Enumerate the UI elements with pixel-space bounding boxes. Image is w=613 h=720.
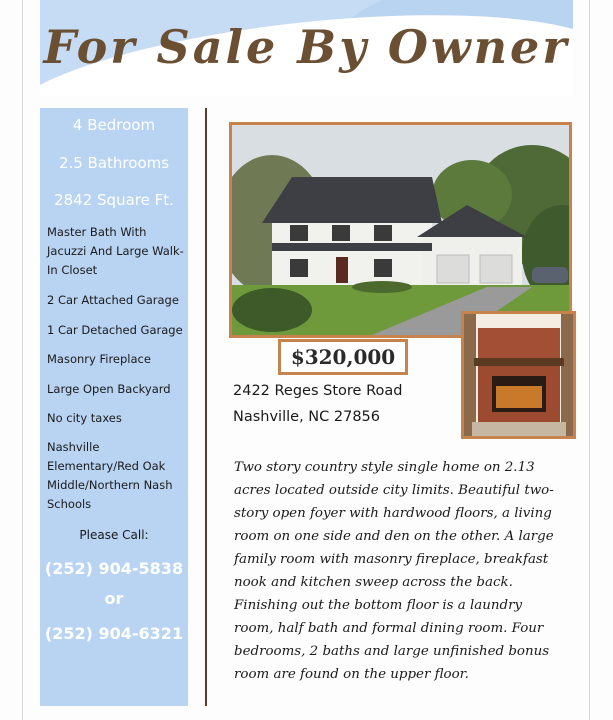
price-tag: $320,000	[278, 339, 408, 375]
feature-no-city-taxes: No city taxes	[47, 411, 122, 425]
feature-detached-garage: 1 Car Detached Garage	[47, 323, 183, 337]
phone-number-1[interactable]: (252) 904-5838	[44, 559, 184, 578]
feature-schools: Nashville Elementary/Red Oak Middle/Northern Nash Schools	[47, 440, 173, 511]
square-feet-highlight: 2842 Square Ft.	[54, 191, 174, 209]
phone-number-2[interactable]: (252) 904-6321	[44, 624, 184, 643]
bedrooms-highlight: 4 Bedroom	[72, 116, 156, 134]
property-description: Two story country style single home on 2.13 acres located outside city limits. Beautiful two-story open foyer with hardwood floors, a living room on one side and den on the other. A large family room with masonry fireplace, breakfast nook and kitchen sweep across the back. Finishing out the bottom floor is a laundry room, half bath and formal dining room. Four bedrooms, 2 baths and large unfinished bonus room are found on the upper floor.	[234, 460, 554, 682]
vertical-divider	[205, 108, 207, 706]
address-city: Nashville, NC 27856	[233, 409, 380, 425]
feature-attached-garage: 2 Car Attached Garage	[47, 293, 179, 307]
fireplace-illustration	[464, 314, 573, 436]
bathrooms-highlight: 2.5 Bathrooms	[58, 154, 170, 172]
address-street: 2422 Reges Store Road	[233, 383, 403, 399]
features-sidebar	[40, 108, 188, 706]
feature-fireplace: Masonry Fireplace	[47, 352, 151, 366]
page-title: For Sale By Owner	[43, 20, 570, 74]
house-illustration	[232, 125, 569, 335]
feature-backyard: Large Open Backyard	[47, 382, 171, 396]
or-label: or	[104, 589, 124, 608]
fireplace-photo	[461, 311, 576, 439]
please-call-label: Please Call:	[79, 528, 149, 542]
house-photo	[229, 122, 572, 338]
feature-master-bath: Master Bath With Jacuzzi And Large Walk-In Closet	[47, 225, 184, 277]
